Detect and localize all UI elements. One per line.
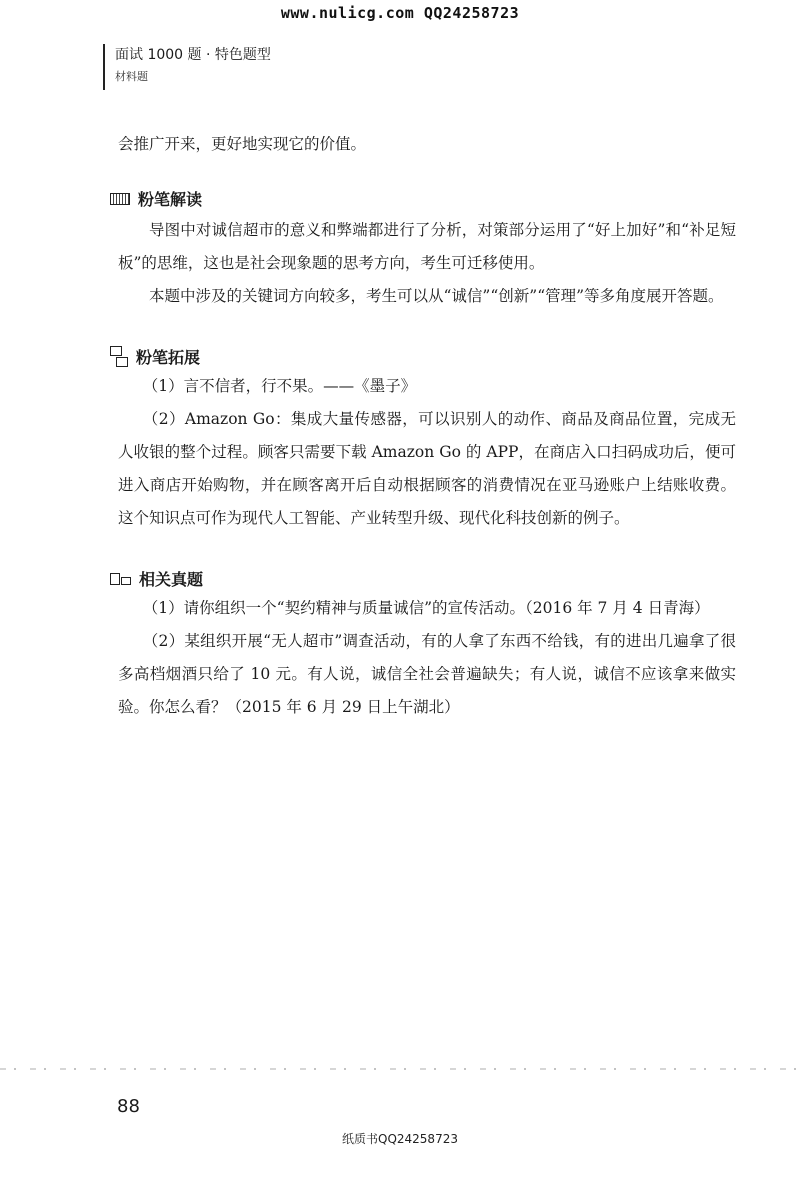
- running-header: [103, 44, 271, 90]
- page-content: [118, 128, 736, 724]
- section-title: 粉笔解读: [138, 190, 203, 209]
- watermark-top: www.nulicg.com QQ24258723: [280, 4, 520, 22]
- expand-icon: [110, 346, 128, 367]
- section-related-exams: [118, 567, 736, 724]
- section-interpretation: [118, 187, 736, 313]
- watermark-bottom: 纸质书QQ24258723: [342, 1132, 458, 1146]
- paragraph: （1）言不信者，行不果。——《墨子》: [142, 377, 417, 395]
- section-title: 粉笔拓展: [136, 348, 201, 367]
- page-number: 88: [117, 1096, 140, 1117]
- header-title: 面试 1000 题 · 特色题型: [115, 47, 271, 63]
- header-subtitle: 材料题: [115, 70, 148, 83]
- section-heading: [110, 345, 736, 368]
- paragraph: 本题中涉及的关键词方向较多，考生可以从“诚信”“创新”“管理”等多角度展开答题。: [149, 287, 724, 305]
- section-heading: [110, 567, 736, 590]
- paragraph: （1）请你组织一个“契约精神与质量诚信”的宣传活动。（2016 年 7 月 4 日青海）: [142, 599, 710, 617]
- section-expansion: [118, 345, 736, 535]
- scan-artifact-line: [0, 1068, 800, 1070]
- paragraph: 导图中对诚信超市的意义和弊端都进行了分析，对策部分运用了“好上加好”和“补足短板”的思维，这也是社会现象题的思考方向，考生可迁移使用。: [118, 221, 736, 272]
- exam-icon: [110, 573, 131, 585]
- paragraph: （2）Amazon Go：集成大量传感器，可以识别人的动作、商品及商品位置，完成无人收银的整个过程。顾客只需要下载 Amazon Go 的 APP，在商店入口扫码成功后，便可进入商店开始购物，并在顾客离开后自动根据顾客的消费情况在亚马逊账户上结账收费。这个知识点可作为现代人工智能、产业转型升级、现代化科技创新的例子。: [118, 410, 736, 527]
- intro-paragraph: 会推广开来，更好地实现它的价值。: [118, 135, 367, 153]
- section-heading: [110, 187, 736, 210]
- section-title: 相关真题: [139, 570, 204, 589]
- paragraph: （2）某组织开展“无人超市”调查活动，有的人拿了东西不给钱，有的进出几遍拿了很多高档烟酒只给了 10 元。有人说，诚信全社会普遍缺失；有人说，诚信不应该拿来做实验。你怎么看？（2015 年 6 月 29 日上午湖北）: [118, 632, 736, 716]
- book-icon: [110, 193, 130, 205]
